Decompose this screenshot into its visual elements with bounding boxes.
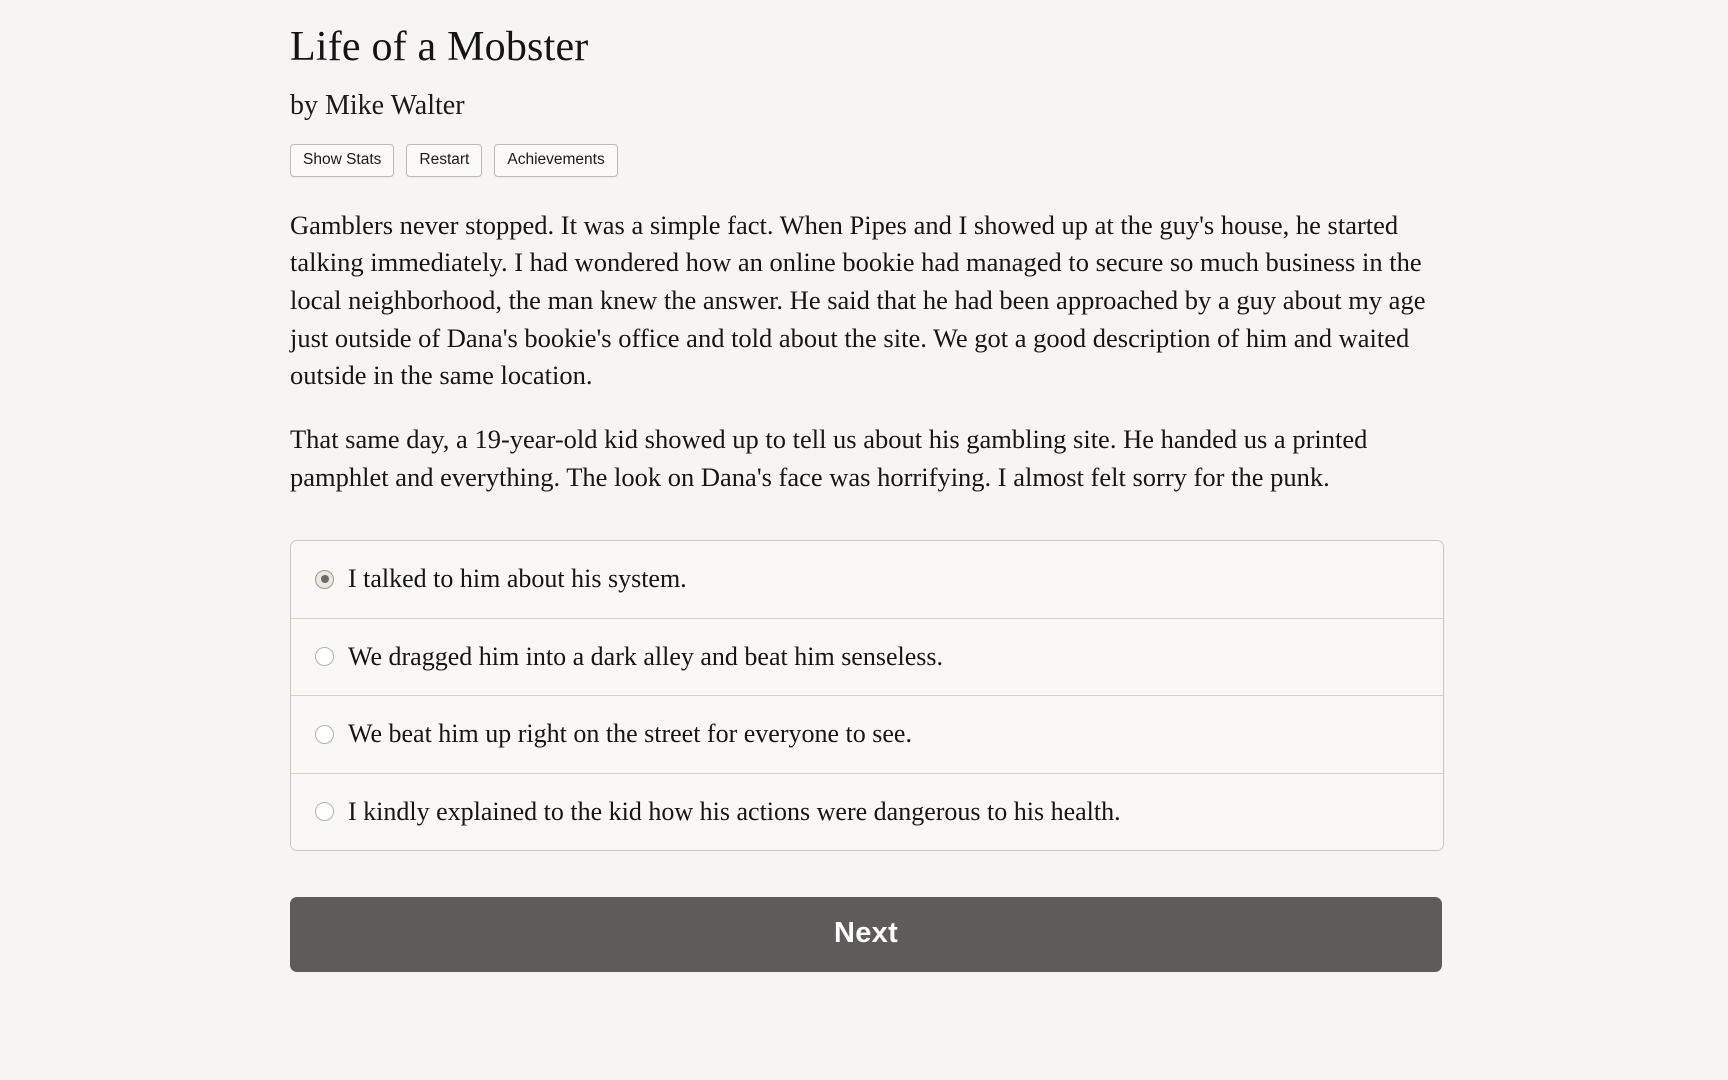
- choice-option[interactable]: [291, 541, 1443, 619]
- toolbar: [290, 144, 1450, 176]
- choice-option[interactable]: [291, 619, 1443, 697]
- choice-label: I talked to him about his system.: [348, 564, 687, 594]
- show-stats-button[interactable]: Show Stats: [290, 144, 394, 176]
- radio-icon[interactable]: [315, 647, 334, 666]
- radio-icon[interactable]: [315, 570, 334, 589]
- restart-button[interactable]: Restart: [406, 144, 482, 176]
- choice-list: [290, 540, 1444, 851]
- choice-label: We dragged him into a dark alley and beat him senseless.: [348, 641, 944, 671]
- choice-label: I kindly explained to the kid how his actions were dangerous to his health.: [348, 796, 1121, 826]
- radio-icon[interactable]: [315, 802, 334, 821]
- story-paragraph-1: Gamblers never stopped. It was a simple fact. When Pipes and I showed up at the guy's house, he started talking immediately. I had wondered how an online bookie had managed to secure so much business in the local neighborhood, the man knew the answer. He said that he had been approached by a guy about my age just outside of Dana's bookie's office and told about the site. We got a good description of him and waited outside in the same location.: [290, 209, 1426, 391]
- next-button[interactable]: Next: [290, 897, 1442, 972]
- story-paragraph-2: That same day, a 19-year-old kid showed up to tell us about his gambling site. He handed us a printed pamphlet and everything. The look on Dana's face was horrifying. I almost felt sorry for the punk.: [290, 423, 1368, 492]
- page-title: Life of a Mobster: [290, 24, 589, 70]
- choice-option[interactable]: [291, 774, 1443, 851]
- achievements-button[interactable]: Achievements: [494, 144, 617, 176]
- choice-option[interactable]: [291, 696, 1443, 774]
- author-byline: by Mike Walter: [290, 90, 465, 122]
- radio-icon[interactable]: [315, 725, 334, 744]
- choice-label: We beat him up right on the street for everyone to see.: [348, 719, 912, 749]
- content-column: [290, 0, 1450, 972]
